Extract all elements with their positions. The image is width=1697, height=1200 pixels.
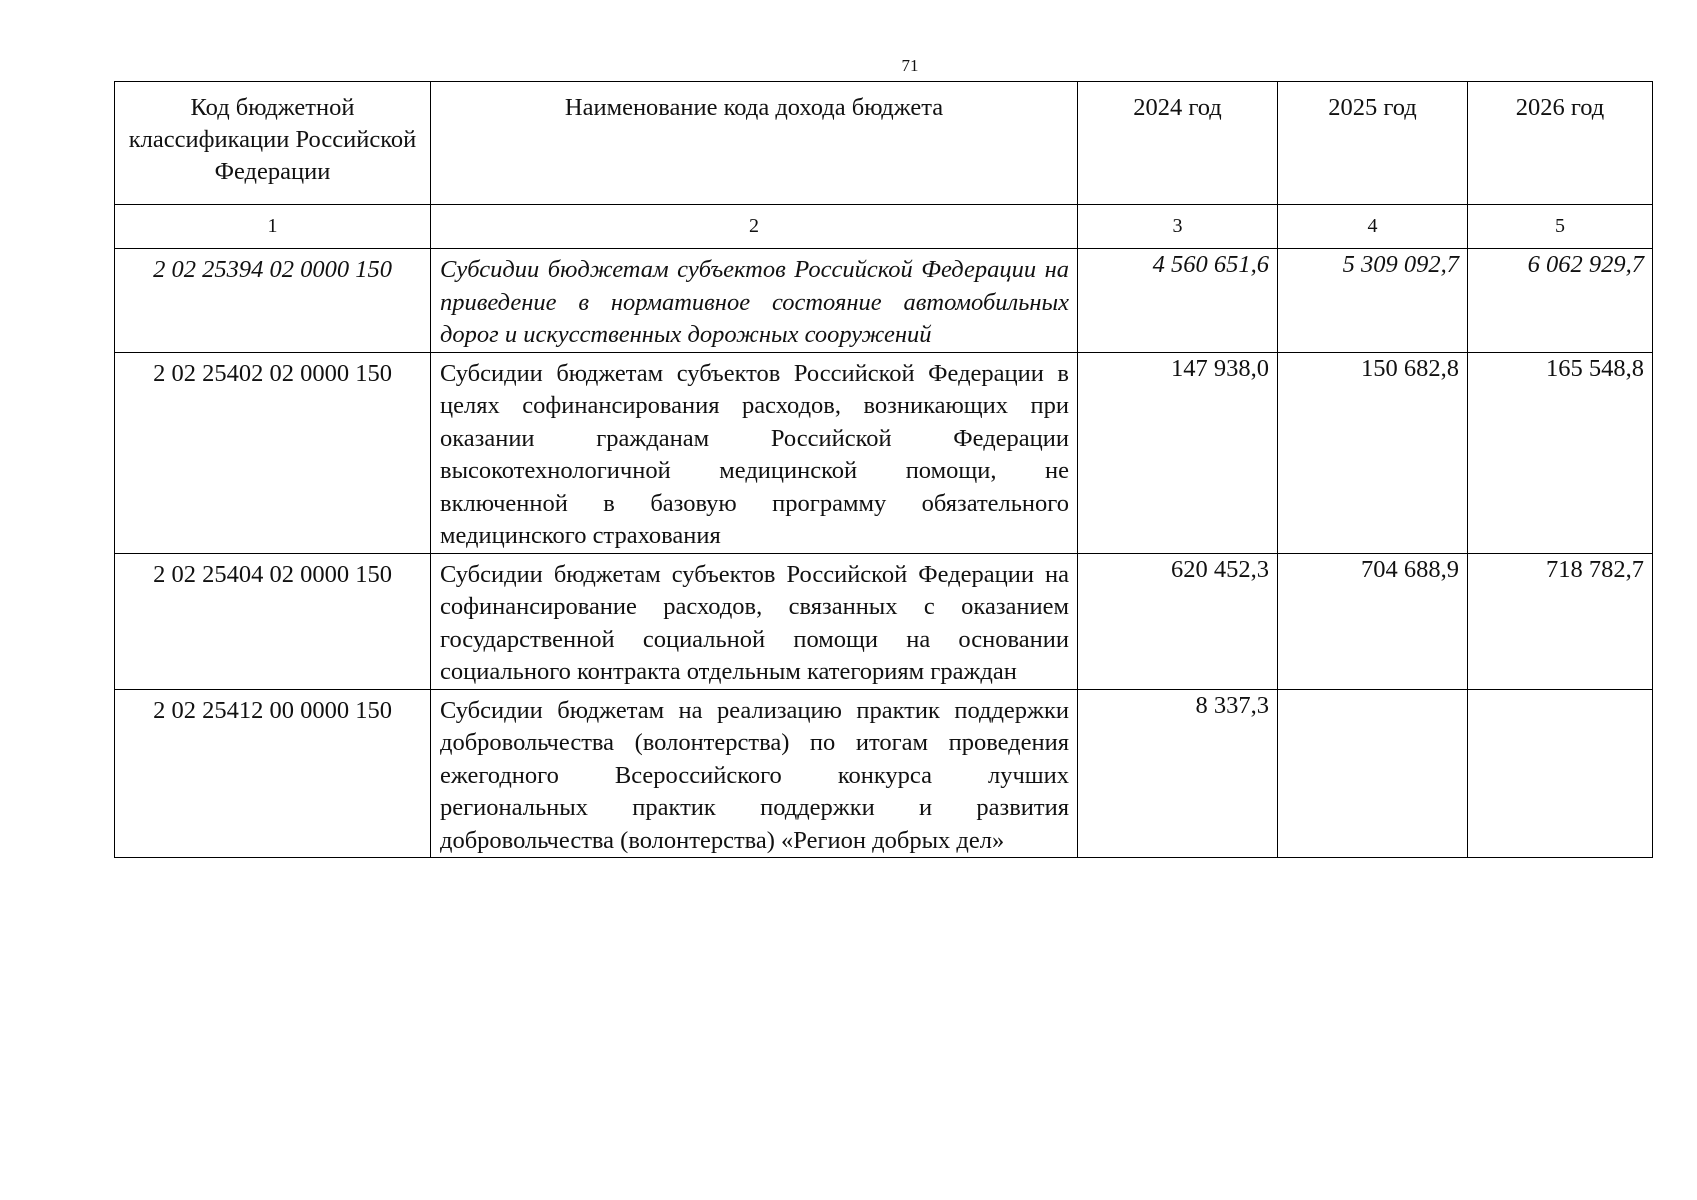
- column-number: 2: [431, 205, 1078, 249]
- budget-code-cell: 2 02 25404 02 0000 150: [115, 553, 431, 689]
- amount-2026-cell: 6 062 929,7: [1468, 249, 1653, 353]
- budget-code-cell: 2 02 25402 02 0000 150: [115, 352, 431, 553]
- column-number: 5: [1468, 205, 1653, 249]
- budget-income-table: [114, 81, 1653, 858]
- amount-2025-cell: 704 688,9: [1278, 553, 1468, 689]
- table-row: [115, 249, 1653, 353]
- amount-2024-cell: 147 938,0: [1078, 352, 1278, 553]
- amount-2026-cell: 165 548,8: [1468, 352, 1653, 553]
- amount-2026-cell: 718 782,7: [1468, 553, 1653, 689]
- budget-code-cell: 2 02 25412 00 0000 150: [115, 689, 431, 858]
- header-budget-code: Код бюджетной классификации Российской Федерации: [115, 82, 431, 205]
- column-number: 4: [1278, 205, 1468, 249]
- amount-2024-cell: 8 337,3: [1078, 689, 1278, 858]
- amount-2025-cell: 150 682,8: [1278, 352, 1468, 553]
- table-row: [115, 553, 1653, 689]
- income-name-cell: Субсидии бюджетам субъектов Российской Федерации на софинансирование расходов, связанных с оказанием государственной социальной помощи на основании социального контракта отдельным категориям граждан: [431, 553, 1078, 689]
- header-year-2025: 2025 год: [1278, 82, 1468, 205]
- page-number: 71: [901, 56, 919, 75]
- column-number: 3: [1078, 205, 1278, 249]
- budget-code-cell: 2 02 25394 02 0000 150: [115, 249, 431, 353]
- table-header-row: [115, 82, 1653, 205]
- amount-2025-cell: 5 309 092,7: [1278, 249, 1468, 353]
- amount-2024-cell: 620 452,3: [1078, 553, 1278, 689]
- table-row: [115, 689, 1653, 858]
- column-number-row: [115, 205, 1653, 249]
- amount-2025-cell: [1278, 689, 1468, 858]
- amount-2026-cell: [1468, 689, 1653, 858]
- income-name-cell: Субсидии бюджетам субъектов Российской Федерации в целях софинансирования расходов, возникающих при оказании гражданам Российской Федерации высокотехнологичной медицинской помощи, не включенной в базовую программу обязательного медицинского страхования: [431, 352, 1078, 553]
- column-number: 1: [115, 205, 431, 249]
- income-name-cell: Субсидии бюджетам на реализацию практик поддержки добровольчества (волонтерства) по итогам проведения ежегодного Всероссийского конкурса лучших региональных практик поддержки и развития добровольчества (волонтерства) «Регион добрых дел»: [431, 689, 1078, 858]
- table-row: [115, 352, 1653, 553]
- header-year-2026: 2026 год: [1468, 82, 1653, 205]
- header-income-name: Наименование кода дохода бюджета: [431, 82, 1078, 205]
- amount-2024-cell: 4 560 651,6: [1078, 249, 1278, 353]
- header-year-2024: 2024 год: [1078, 82, 1278, 205]
- income-name-cell: Субсидии бюджетам субъектов Российской Федерации на приведение в нормативное состояние автомобильных дорог и искусственных дорожных сооружений: [431, 249, 1078, 353]
